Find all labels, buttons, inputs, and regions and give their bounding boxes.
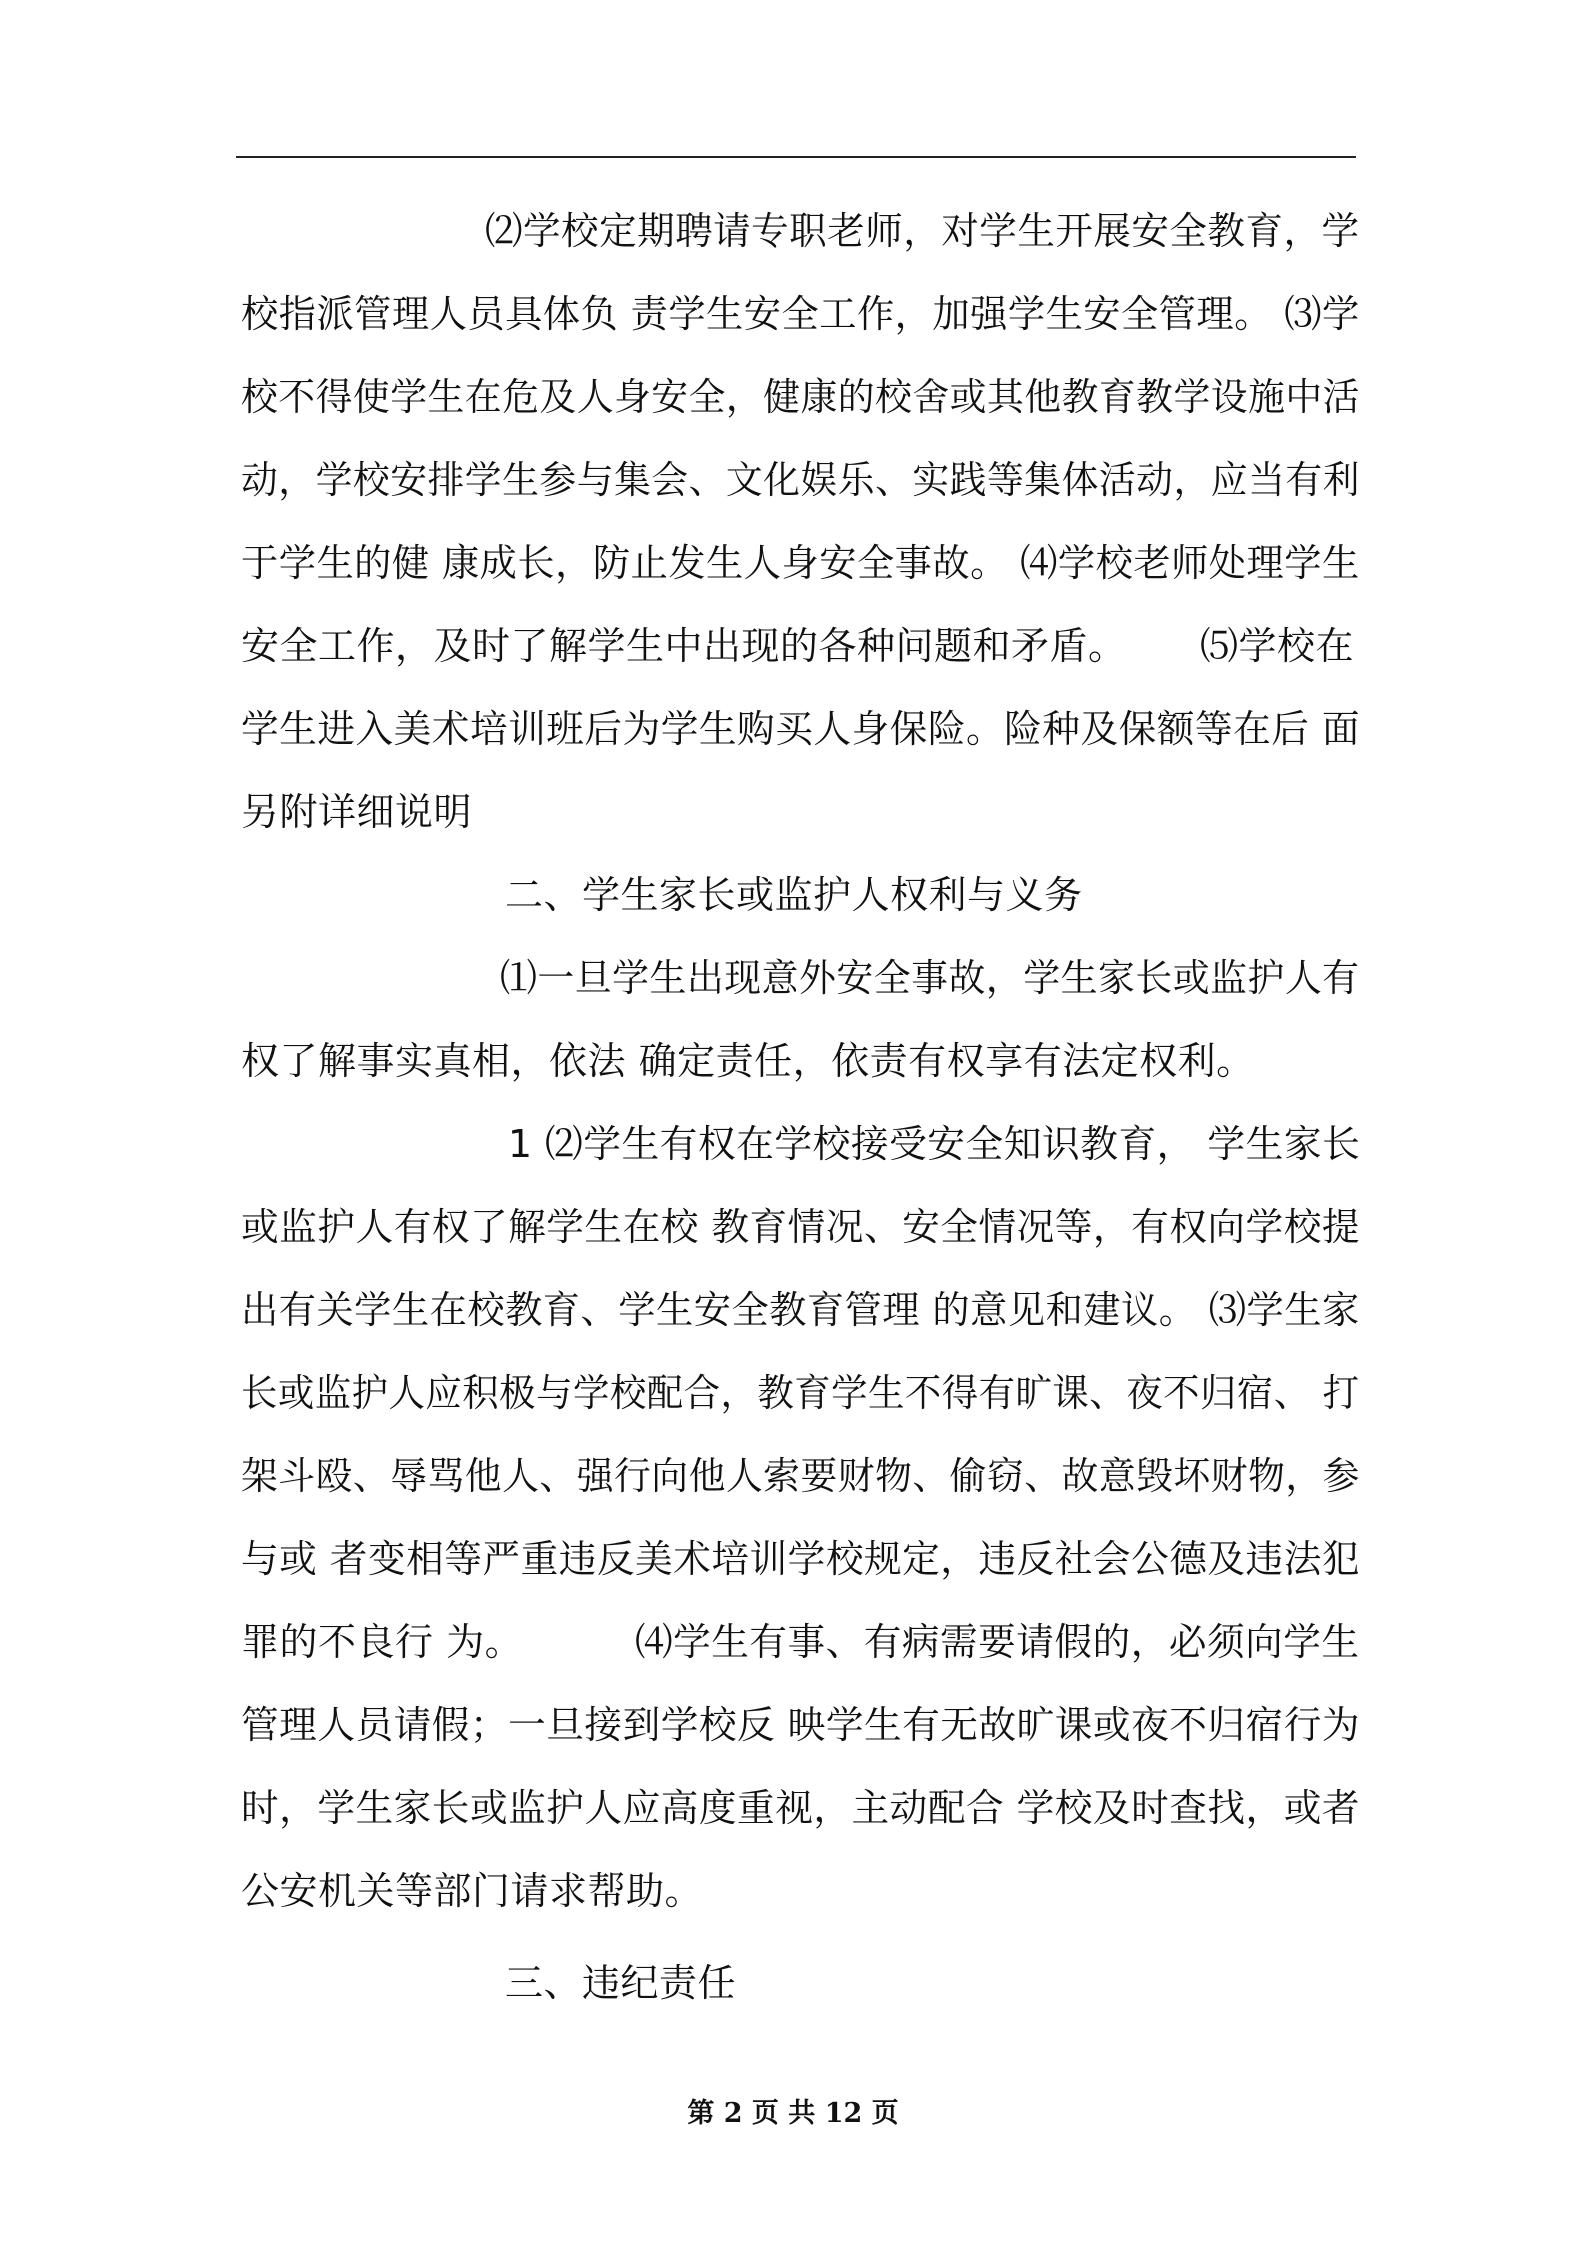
text-line: 另附详细说明	[241, 790, 473, 834]
text-line: 校不得使学生在危及人身安全，健康的校舍或其他教育教学设施中活	[241, 375, 1360, 419]
text-line: 架斗殴、辱骂他人、强行向他人索要财物、偷窃、故意毁坏财物，参	[241, 1454, 1360, 1498]
text-line: 学生进入美术培训班后为学生购买人身保险。险种及保额等在后 面	[241, 707, 1361, 751]
text-line: ⑴一旦学生出现意外安全事故，学生家长或监护人有	[500, 956, 1360, 1000]
text-line: 权了解事实真相，依法 确定责任，依责有权享有法定权利。	[241, 1039, 1255, 1083]
text-line: 出有关学生在校教育、学生安全教育管理 的意见和建议。 ⑶学生家	[241, 1288, 1360, 1332]
text-line: 或监护人有权了解学生在校 教育情况、安全情况等，有权向学校提	[241, 1205, 1361, 1249]
section-heading: 二、学生家长或监护人权利与义务	[505, 873, 1083, 917]
text-line: 校指派管理人员具体负 责学生安全工作，加强学生安全管理。 ⑶学	[241, 292, 1360, 336]
page-footer: 第 2 页 共 12 页	[687, 2098, 899, 2129]
text-line: ⑵学校定期聘请专职老师，对学生开展安全教育，学	[485, 209, 1360, 253]
text-line: 与或 者变相等严重违反美术培训学校规定，违反社会公德及违法犯	[241, 1537, 1361, 1581]
text-line: 公安机关等部门请求帮助。	[241, 1869, 704, 1913]
text-line: 安全工作，及时了解学生中出现的各种问题和矛盾。	[241, 624, 1127, 668]
text-line: 罪的不良行 为。	[241, 1620, 524, 1664]
text-line: 时，学生家长或监护人应高度重视，主动配合 学校及时查找，或者	[241, 1786, 1361, 1830]
text-line: 管理人员请假；一旦接到学校反 映学生有无故旷课或夜不归宿行为	[241, 1703, 1361, 1747]
section-heading: 三、违纪责任	[505, 1961, 737, 2005]
text-line: 于学生的健 康成长，防止发生人身安全事故。 ⑷学校老师处理学生	[241, 541, 1360, 585]
text-line: 1 ⑵学生有权在学校接受安全知识教育， 学生家长	[508, 1122, 1361, 1166]
text-line: ⑸学校在	[1200, 624, 1355, 668]
text-line: 长或监护人应积极与学校配合，教育学生不得有旷课、夜不归宿、 打	[241, 1371, 1360, 1415]
text-line: 动，学校安排学生参与集会、文化娱乐、实践等集体活动，应当有利	[241, 458, 1360, 502]
text-line: ⑷学生有事、有病需要请假的，必须向学生	[635, 1620, 1360, 1664]
header-rule	[236, 156, 1356, 158]
